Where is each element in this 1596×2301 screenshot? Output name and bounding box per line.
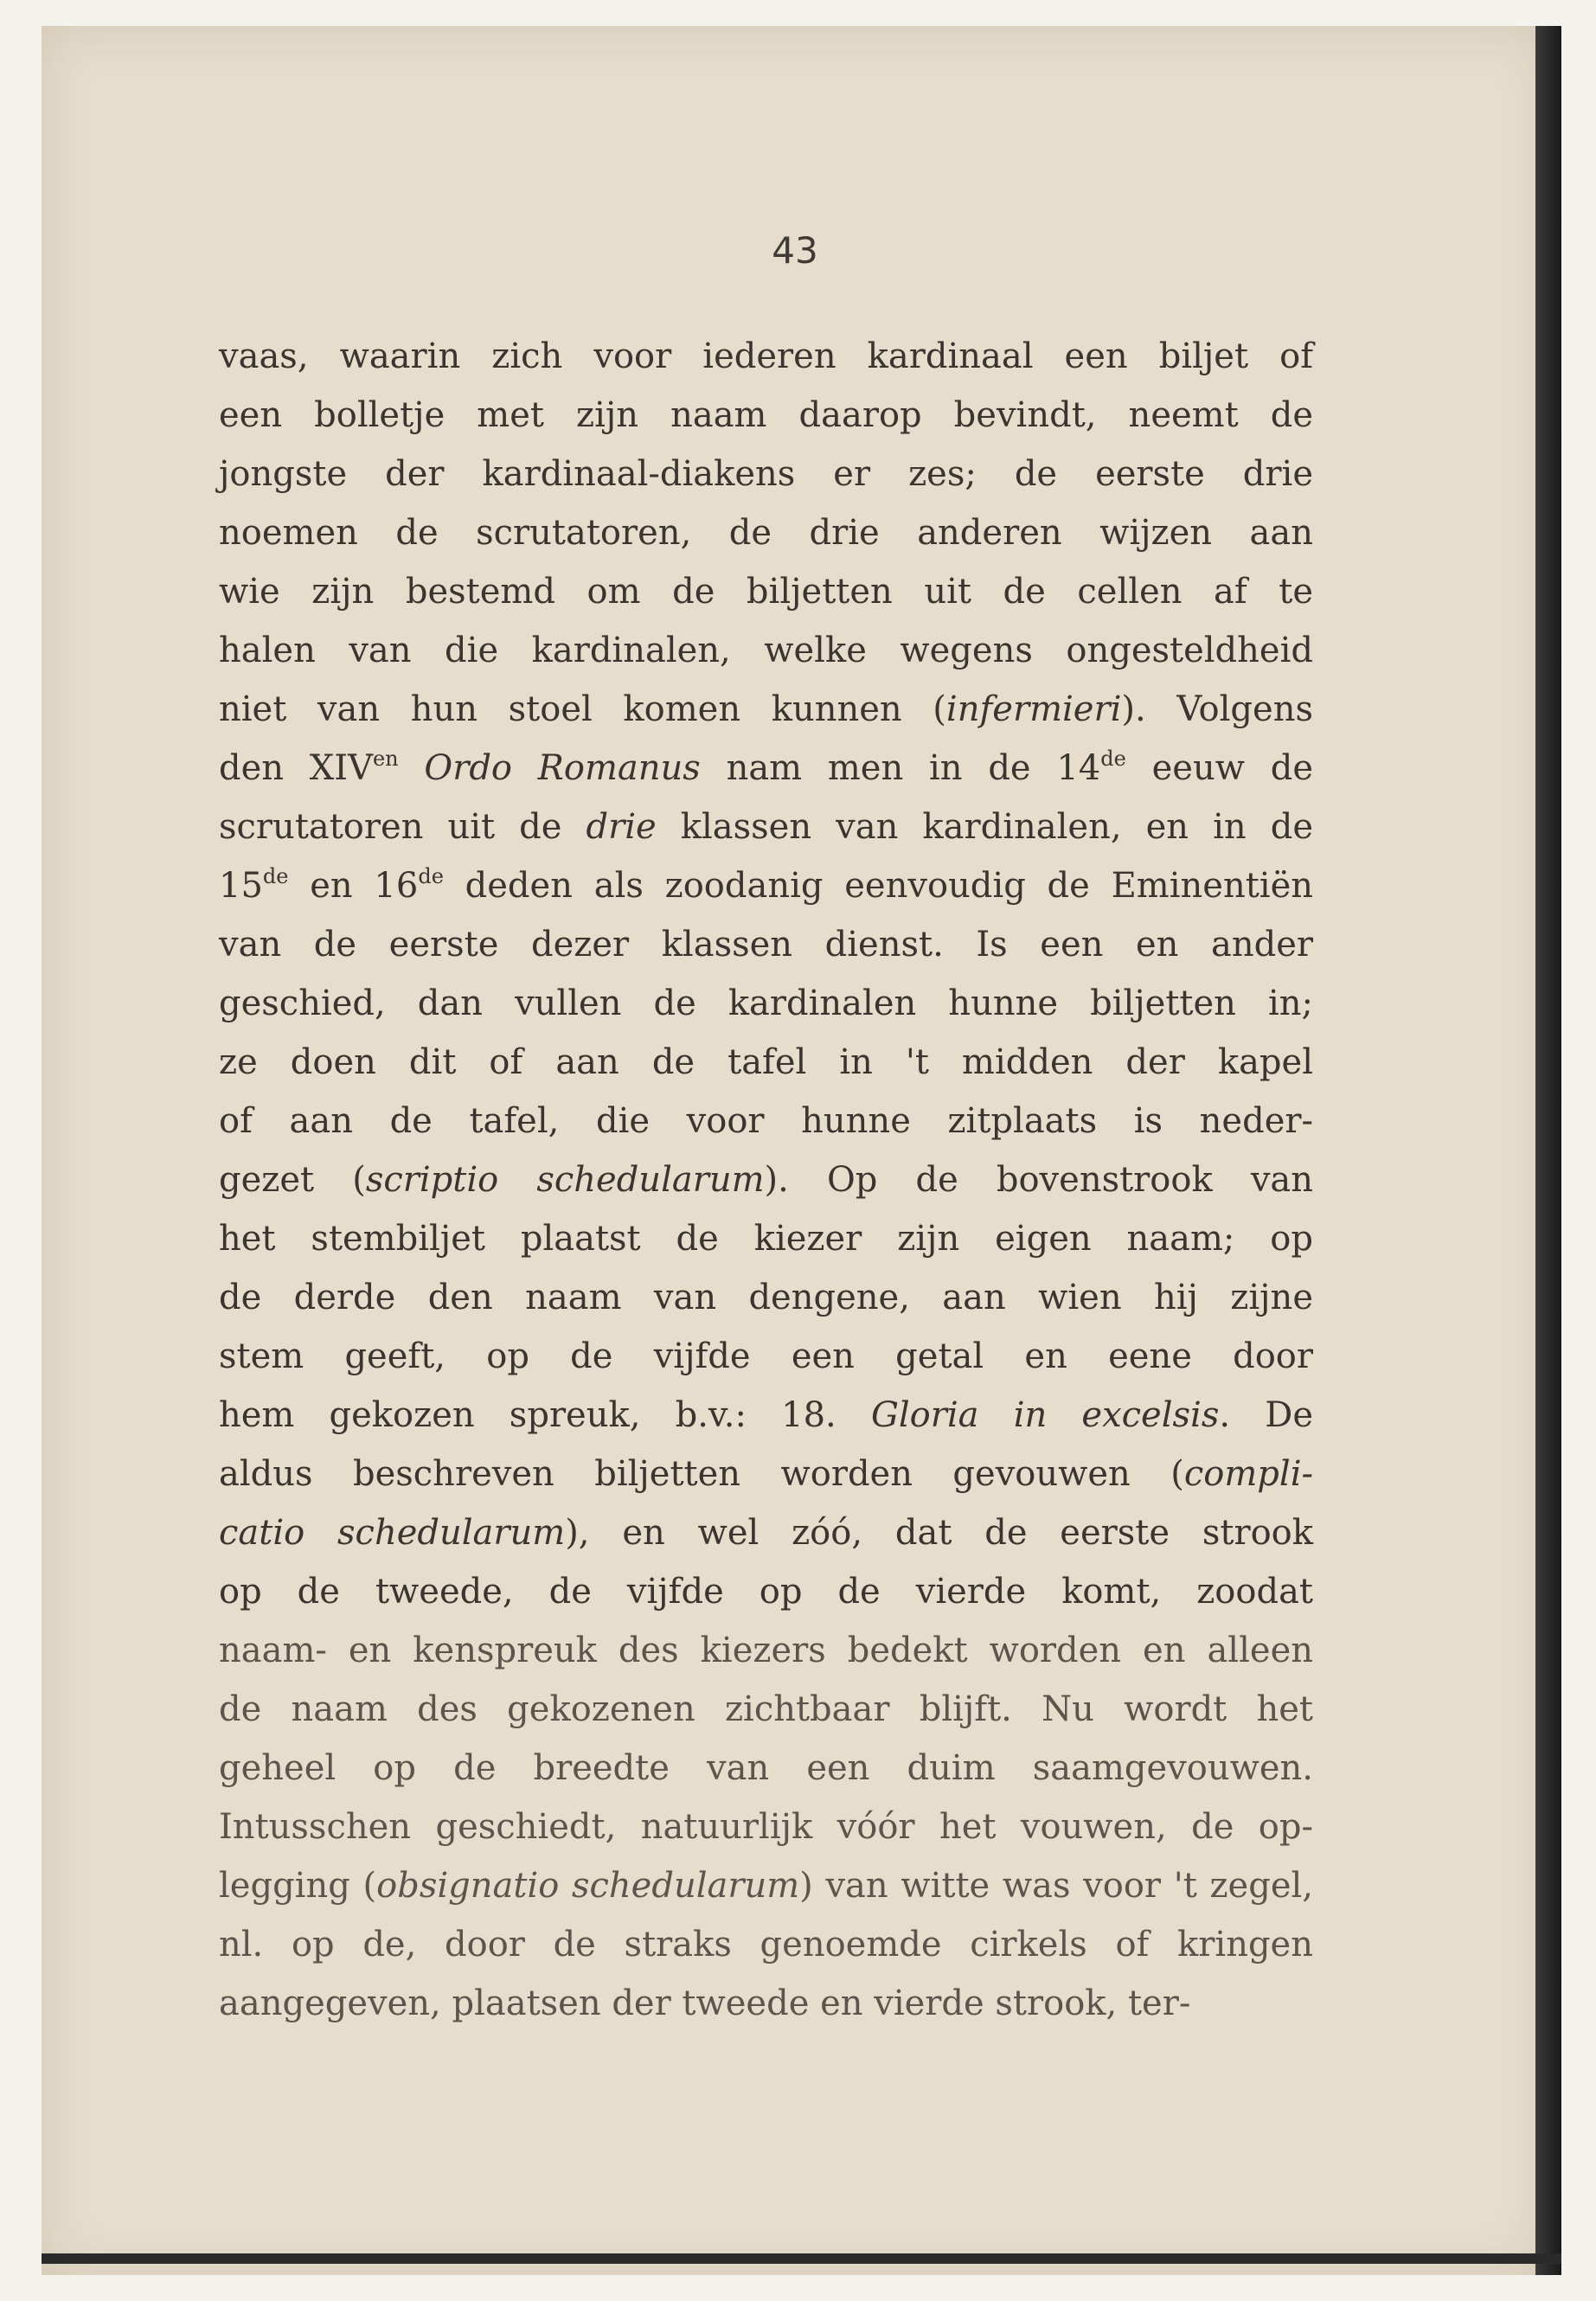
text-line: aangegeven, plaatsen der tweede en vierde strook, ter- <box>219 1984 1191 2023</box>
text-line: legging (obsignatio schedularum) van witte was voor 't zegel, <box>219 1866 1313 1906</box>
text-line: een bolletje met zijn naam daarop bevindt, neemt de <box>219 395 1313 435</box>
text-line: vaas, waarin zich voor iederen kardinaal een biljet of <box>219 336 1313 376</box>
text-line: aldus beschreven biljetten worden gevouwen (compli- <box>219 1454 1313 1494</box>
text-line: ze doen dit of aan de tafel in 't midden der kapel <box>219 1042 1313 1082</box>
text-line: op de tweede, de vijfde op de vierde komt, zoodat <box>219 1572 1313 1612</box>
text-line: geheel op de breedte van een duim saamgevouwen. <box>219 1748 1313 1788</box>
text-line: de derde den naam van dengene, aan wien hij zijne <box>219 1278 1313 1317</box>
text-line: geschied, dan vullen de kardinalen hunne biljetten in; <box>219 984 1313 1023</box>
book-edge-right <box>1535 26 1561 2275</box>
book-edge-bottom <box>42 2253 1561 2264</box>
text-line: nl. op de, door de straks genoemde cirkels of kringen <box>219 1925 1313 1965</box>
text-line: de naam des gekozenen zichtbaar blijft. Nu wordt het <box>219 1689 1313 1729</box>
text-line: noemen de scrutatoren, de drie anderen wijzen aan <box>219 513 1313 553</box>
text-line: van de eerste dezer klassen dienst. Is een en ander <box>219 925 1313 965</box>
text-line: niet van hun stoel komen kunnen (infermieri). Volgens <box>219 689 1313 729</box>
text-line: scrutatoren uit de drie klassen van kardinalen, en in de <box>219 807 1313 847</box>
text-line: hem gekozen spreuk, b.v.: 18. Gloria in excelsis. De <box>219 1395 1313 1435</box>
text-line: den $XIV^{en}$ Ordo Romanus nam men in de 14de eeuw de <box>219 747 1313 788</box>
text-line: het stembiljet plaatst de kiezer zijn eigen naam; op <box>219 1219 1313 1259</box>
text-line: of aan de tafel, die voor hunne zitplaats is neder- <box>219 1101 1313 1141</box>
body-text <box>219 327 1313 2033</box>
text-line: naam- en kenspreuk des kiezers bedekt worden en alleen <box>219 1631 1313 1670</box>
text-line: 15de en 16de deden als zoodanig eenvoudig de Eminentiën <box>219 864 1313 906</box>
text-line: halen van die kardinalen, welke wegens ongesteldheid <box>219 631 1313 670</box>
text-line: gezet (scriptio schedularum). Op de bovenstrook van <box>219 1160 1314 1200</box>
text-line: Intusschen geschiedt, natuurlijk vóór het vouwen, de op- <box>219 1807 1313 1847</box>
scanned-page <box>42 26 1548 2275</box>
text-line: jongste der kardinaal-diakens er zes; de eerste drie <box>219 454 1313 494</box>
text-line: wie zijn bestemd om de biljetten uit de cellen af te <box>219 572 1313 612</box>
text-line: stem geeft, op de vijfde een getal en eene door <box>219 1336 1313 1376</box>
text-line: catio schedularum), en wel zóó, dat de eerste strook <box>219 1513 1313 1553</box>
page-number: 43 <box>772 229 818 272</box>
